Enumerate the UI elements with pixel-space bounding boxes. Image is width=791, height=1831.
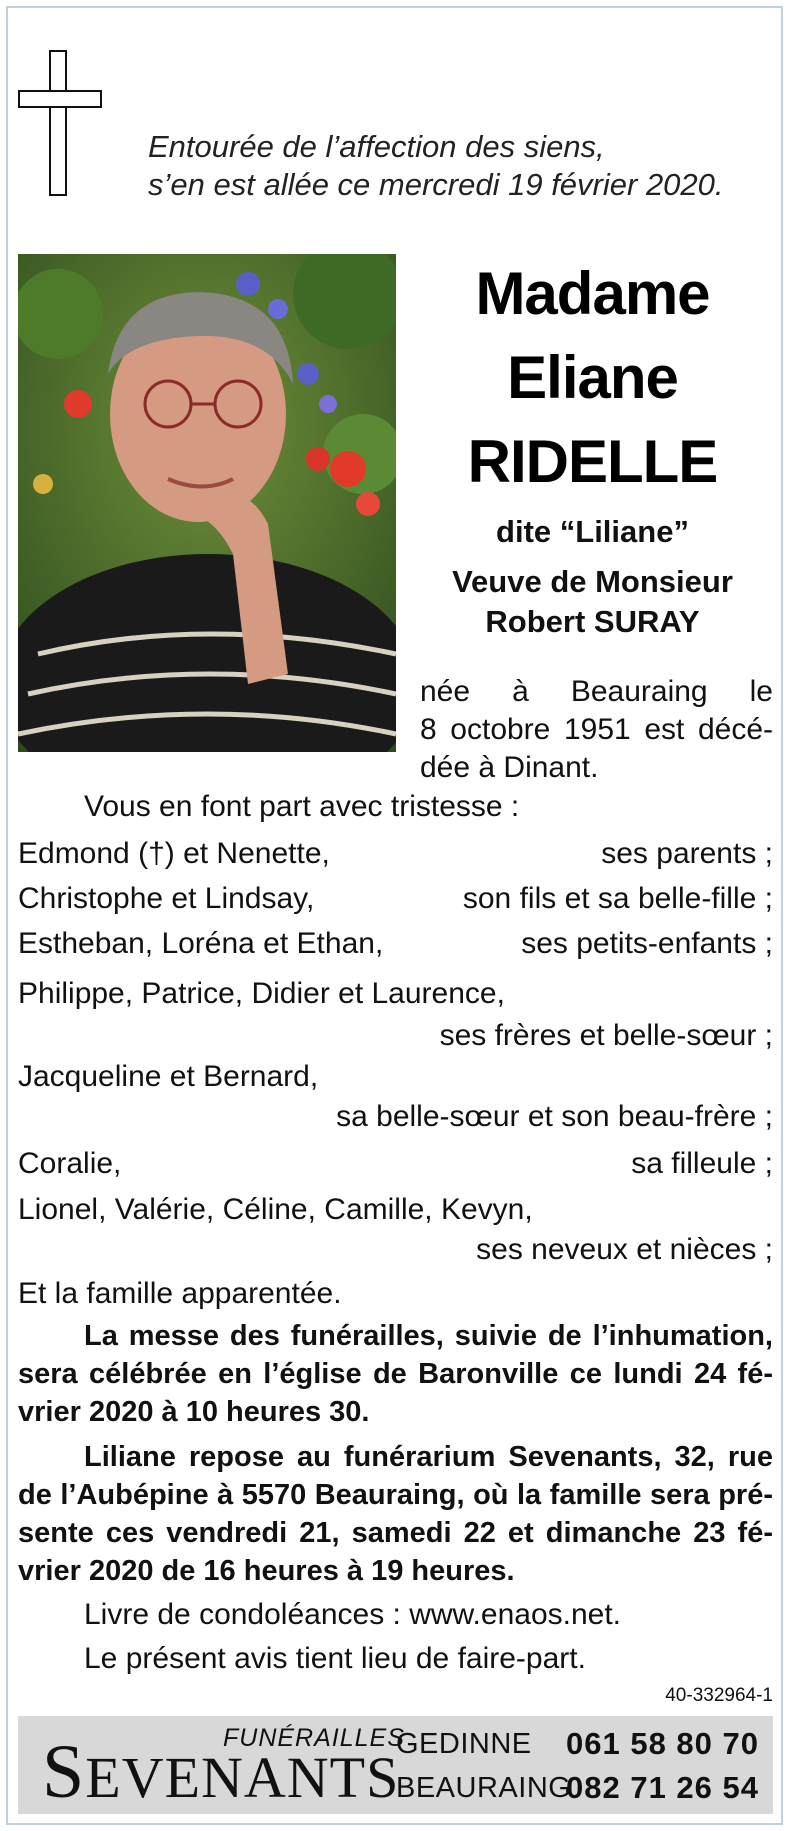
funeral-line-1: La messe des funérailles, suivie de l’inhumation, [84,1320,773,1352]
visitation-paragraph [18,1438,773,1590]
widow-line-1: Veuve de Monsieur [452,564,733,599]
deceased-first-name: Eliane [507,344,678,411]
family-relation: ses petits-enfants ; [521,927,773,960]
funeral-line-3: vrier 2020 à 10 heures 30. [18,1396,370,1428]
family-names: Philippe, Patrice, Didier et Laurence, [18,977,505,1010]
intro-text [148,128,768,204]
location-phone: 082 71 26 54 [566,1770,760,1805]
funeral-line-2: sera célébrée en l’église de Baronville ce lundi 24 fé- [18,1358,773,1390]
location-phone: 061 58 80 70 [566,1726,760,1761]
location-city: GEDINNE [396,1728,532,1760]
family-relation: ses frères et belle-sœur ; [439,1019,773,1052]
intro-line-2: s’en est allée ce mercredi 19 février 2020. [148,167,724,202]
brand-initial: S [42,1730,86,1814]
family-relation: sa filleule ; [631,1147,773,1180]
family-names: Christophe et Lindsay, [18,882,315,915]
family-names: Jacqueline et Bernard, [18,1060,319,1093]
condolences-text: Livre de condoléances : www.enaos.net. [84,1598,621,1631]
portrait-photo [18,254,396,752]
intro-line-1: Entourée de l’affection des siens, [148,129,605,164]
born-line-1: née à Beauraing le [420,675,773,708]
born-line-2: 8 octobre 1951 est décé- [420,713,773,746]
deceased-nickname: dite “Liliane” [496,514,689,549]
family-names: Lionel, Valérie, Céline, Camille, Kevyn, [18,1193,533,1226]
born-line-3: dée à Dinant. [420,751,599,784]
visitation-line-4: vrier 2020 de 16 heures à 19 heures. [18,1555,515,1587]
reference-number: 40-332964-1 [665,1685,773,1706]
location-city: BEAURAING [396,1772,572,1804]
family-names: Edmond (†) et Nenette, [18,837,330,870]
cross-icon [18,50,102,196]
family-names: Coralie, [18,1147,122,1180]
name-block [410,252,775,642]
funeral-home-banner [18,1716,773,1814]
family-names: Estheban, Loréna et Ethan, [18,927,384,960]
visitation-line-3: sente ces vendredi 21, samedi 22 et dimanche 23 fé- [18,1517,773,1549]
brand-logo [42,1732,399,1818]
birth-death-info [420,673,773,787]
widow-line-2: Robert SURAY [485,604,700,639]
notice-text: Le présent avis tient lieu de faire-part. [84,1642,586,1675]
family-relation: ses parents ; [601,837,773,870]
brand-tagline: FUNÉRAILLES [223,1724,405,1752]
family-relation: ses neveux et nièces ; [476,1233,773,1266]
family-relation: sa belle-sœur et son beau-frère ; [336,1100,773,1133]
visitation-line-1: Liliane repose au funérarium Sevenants, 32, rue [84,1441,773,1473]
deceased-title: Madame [475,260,710,327]
family-relation: son fils et sa belle-fille ; [462,882,773,915]
visitation-line-2: de l’Aubépine à 5570 Beauraing, où la famille sera pré- [18,1479,773,1511]
brand-rest: EVENANTS [85,1745,400,1810]
extended-family: Et la famille apparentée. [18,1277,342,1310]
announce-text: Vous en font part avec tristesse : [84,790,520,823]
deceased-last-name: RIDELLE [467,428,718,495]
funeral-paragraph [18,1317,773,1431]
